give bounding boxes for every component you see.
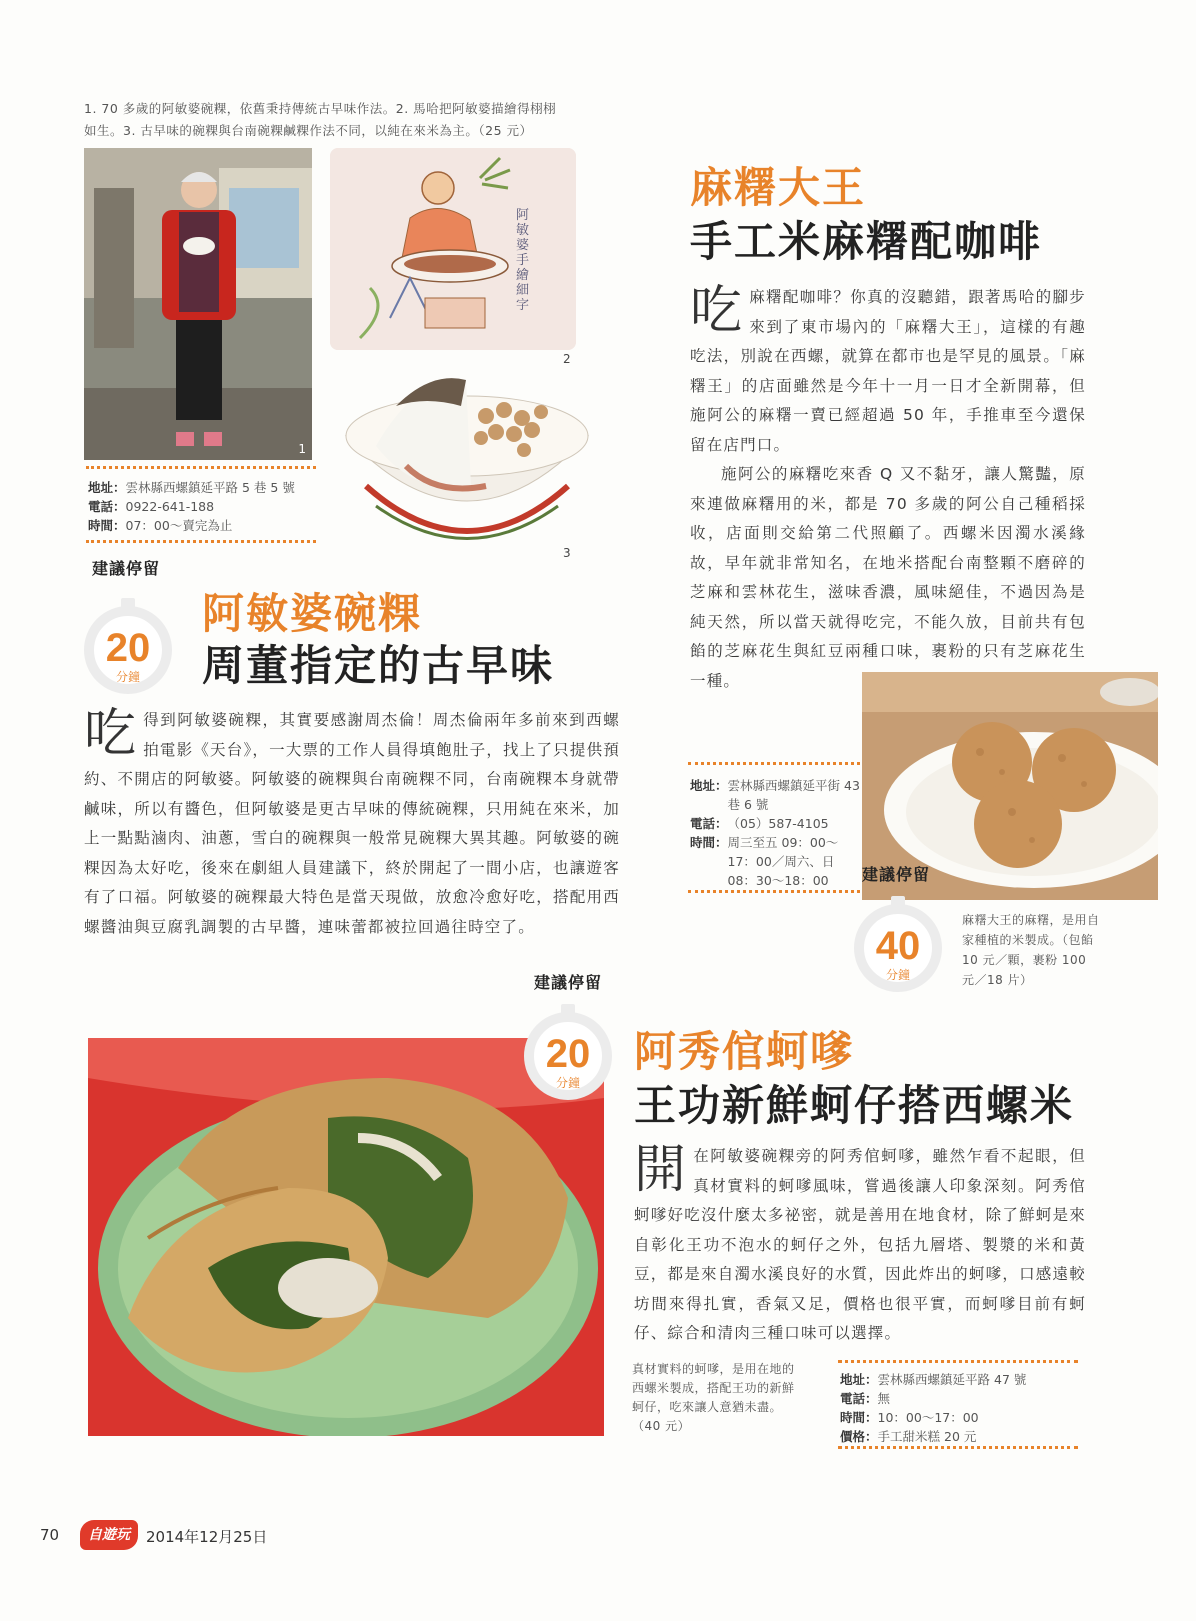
amin-title: 阿敏婆碗粿 bbox=[202, 589, 423, 638]
oyster-title: 阿秀倌蚵嗲 bbox=[634, 1027, 855, 1076]
photo-number-1: 1 bbox=[298, 442, 306, 456]
caption-line-1: 1. 70 多歲的阿敏婆碗粿，依舊秉持傳統古早味作法。2. 馬哈把阿敏婆描繪得栩栩 bbox=[84, 101, 557, 116]
timer-badge bbox=[84, 606, 172, 694]
phone-value: （05）587-4105 bbox=[727, 816, 829, 831]
amin-body: 得到阿敏婆碗粿，其實要感謝周杰倫！周杰倫兩年多前來到西螺拍電影《天台》，一大票的工作人員得填飽肚子，找上了只提供預約、不開店的阿敏婆。阿敏婆的碗粿與台南碗粿不同，台南碗粿本身就帶鹹味，所以有醬色，但阿敏婆是更古早味的傳統碗粿，只用純在來米，加上一點點滷肉、油蔥，雪白的碗粿與一般常見碗粿大異其趣。阿敏婆的碗粿因為太好吃，後來在劇組人員建議下，終於開起了一間小店，也讓遊客有了口福。阿敏婆的碗粿最大特色是當天現做，放愈冷愈好吃，搭配用西螺醬油與豆腐乳調製的古早醬，連味蕾都被拉回過往時空了。 bbox=[84, 711, 620, 936]
divider-dotted bbox=[688, 762, 860, 765]
divider-dotted bbox=[86, 540, 316, 543]
amin-info-box bbox=[88, 478, 328, 535]
mochi-para-1: 麻糬配咖啡？你真的沒聽錯，跟著馬哈的腳步來到了東市場內的「麻糬大王」，這樣的有趣吃法，別說在西螺，就算在都市也是罕見的風景。「麻糬王」的店面雖然是今年十一月一日才全新開幕，但施阿公的麻糬一賣已經超過 50 年，手推車至今還保留在店門口。 bbox=[690, 288, 1086, 454]
address-value: 雲林縣西螺鎮延平路 5 巷 5 號 bbox=[125, 480, 295, 495]
mochi-info-box bbox=[690, 776, 860, 890]
address-value: 雲林縣西螺鎮延平路 47 號 bbox=[877, 1372, 1027, 1387]
photo-illustration bbox=[330, 148, 576, 350]
stay-label: 建議停留 bbox=[534, 973, 603, 992]
price-value: 手工甜米糕 20 元 bbox=[877, 1429, 977, 1444]
divider-dotted bbox=[838, 1360, 1078, 1363]
mochi-title: 麻糬大王 bbox=[690, 163, 867, 212]
top-photo-caption bbox=[84, 98, 584, 142]
timer-number: 20 bbox=[105, 626, 151, 670]
timer-number: 40 bbox=[875, 924, 921, 968]
photo-amin-grandma bbox=[84, 148, 312, 460]
oyster-article bbox=[634, 1142, 1086, 1349]
address-label: 地址： bbox=[840, 1372, 878, 1387]
timer-knob bbox=[891, 896, 905, 906]
timer-unit: 分鐘 bbox=[555, 1076, 580, 1090]
phone-label: 電話： bbox=[88, 499, 126, 514]
price-label: 價格： bbox=[840, 1429, 878, 1444]
divider-dotted bbox=[86, 466, 316, 469]
dropcap: 吃 bbox=[690, 281, 744, 341]
hours-label: 時間： bbox=[690, 835, 728, 850]
divider-dotted bbox=[688, 890, 860, 893]
stay-label: 建議停留 bbox=[862, 865, 931, 884]
phone-label: 電話： bbox=[840, 1391, 878, 1406]
photo-number-2: 2 bbox=[563, 352, 571, 366]
stay-label: 建議停留 bbox=[92, 559, 161, 578]
dropcap: 吃 bbox=[84, 704, 138, 764]
mochi-subtitle: 手工米麻糬配咖啡 bbox=[690, 217, 1043, 266]
oyster-photo-caption: 真材實料的蚵嗲，是用在地的西螺米製成，搭配王功的新鮮蚵仔，吃來讓人意猶未盡。（40 元） bbox=[632, 1362, 795, 1433]
address-label: 地址： bbox=[690, 778, 728, 793]
hours-value: 周三至五 09：00～17：00／周六、日 08：30～18：00 bbox=[727, 835, 839, 888]
hours-label: 時間： bbox=[840, 1410, 878, 1425]
timer-unit: 分鐘 bbox=[115, 670, 140, 684]
amin-article bbox=[84, 706, 620, 942]
issue-date: 2014年12月25日 bbox=[146, 1528, 268, 1546]
photo-oyster-fritter bbox=[88, 1038, 604, 1436]
magazine-logo: 自遊玩 bbox=[80, 1520, 138, 1550]
hours-value: 07：00～賣完為止 bbox=[125, 518, 233, 533]
page-number: 70 bbox=[40, 1526, 60, 1544]
oyster-subtitle: 王功新鮮蚵仔搭西螺米 bbox=[634, 1081, 1075, 1130]
timer-knob bbox=[561, 1004, 575, 1014]
mochi-photo-caption: 麻糬大王的麻糬，是用自家種植的米製成。（包餡 10 元／顆，裹粉 100 元／18 片） bbox=[962, 913, 1100, 987]
photo-number-3: 3 bbox=[563, 546, 571, 560]
timer-badge bbox=[524, 1012, 612, 1100]
timer-badge bbox=[854, 904, 942, 992]
oyster-body: 在阿敏婆碗粿旁的阿秀倌蚵嗲，雖然乍看不起眼，但真材實料的蚵嗲風味，嘗過後讓人印象深刻。阿秀倌蚵嗲好吃沒什麼太多祕密，就是善用在地食材，除了鮮蚵是來自彰化王功不泡水的蚵仔之外，包括九層塔、製漿的米和黃豆，都是來自濁水溪良好的水質，因此炸出的蚵嗲，口感遠較坊間來得扎實，香氣又足，價格也很平實，而蚵嗲目前有蚵仔、綜合和清肉三種口味可以選擇。 bbox=[634, 1147, 1086, 1342]
timer-number: 20 bbox=[545, 1032, 591, 1076]
address-value: 雲林縣西螺鎮延平街 43 巷 6 號 bbox=[727, 778, 860, 812]
dropcap: 開 bbox=[634, 1140, 688, 1200]
mochi-article bbox=[690, 283, 1086, 696]
hours-label: 時間： bbox=[88, 518, 126, 533]
mochi-para-2: 施阿公的麻糬吃來香 Q 又不黏牙，讓人驚豔，原來連做麻糬用的米，都是 70 多歲的阿公自己種稻採收，店面則交給第二代照顧了。西螺米因濁水溪緣故，早年就非常知名，在地米搭配台南整顆不磨碎的芝麻和雲林花生，滋味香濃，風味絕佳，不過因為是純天然，所以當天就得吃完，不能久放，目前共有包餡的芝麻花生與紅豆兩種口味，裹粉的只有芝麻花生一種。 bbox=[690, 465, 1086, 690]
amin-subtitle: 周董指定的古早味 bbox=[202, 641, 555, 690]
illustration-text: 阿敏婆手繪細字 bbox=[516, 208, 530, 313]
phone-label: 電話： bbox=[690, 816, 728, 831]
phone-value: 0922-641-188 bbox=[125, 499, 215, 514]
hours-value: 10：00～17：00 bbox=[877, 1410, 979, 1425]
photo-bowl-rice-cake bbox=[336, 366, 598, 562]
timer-knob bbox=[121, 598, 135, 608]
phone-value: 無 bbox=[877, 1391, 891, 1406]
oyster-info-box bbox=[840, 1370, 1080, 1446]
timer-unit: 分鐘 bbox=[885, 968, 910, 982]
divider-dotted bbox=[838, 1446, 1078, 1449]
address-label: 地址： bbox=[88, 480, 126, 495]
caption-line-2: 如生。3. 古早味的碗粿與台南碗粿鹹粿作法不同，以純在來米為主。（25 元） bbox=[84, 123, 533, 138]
